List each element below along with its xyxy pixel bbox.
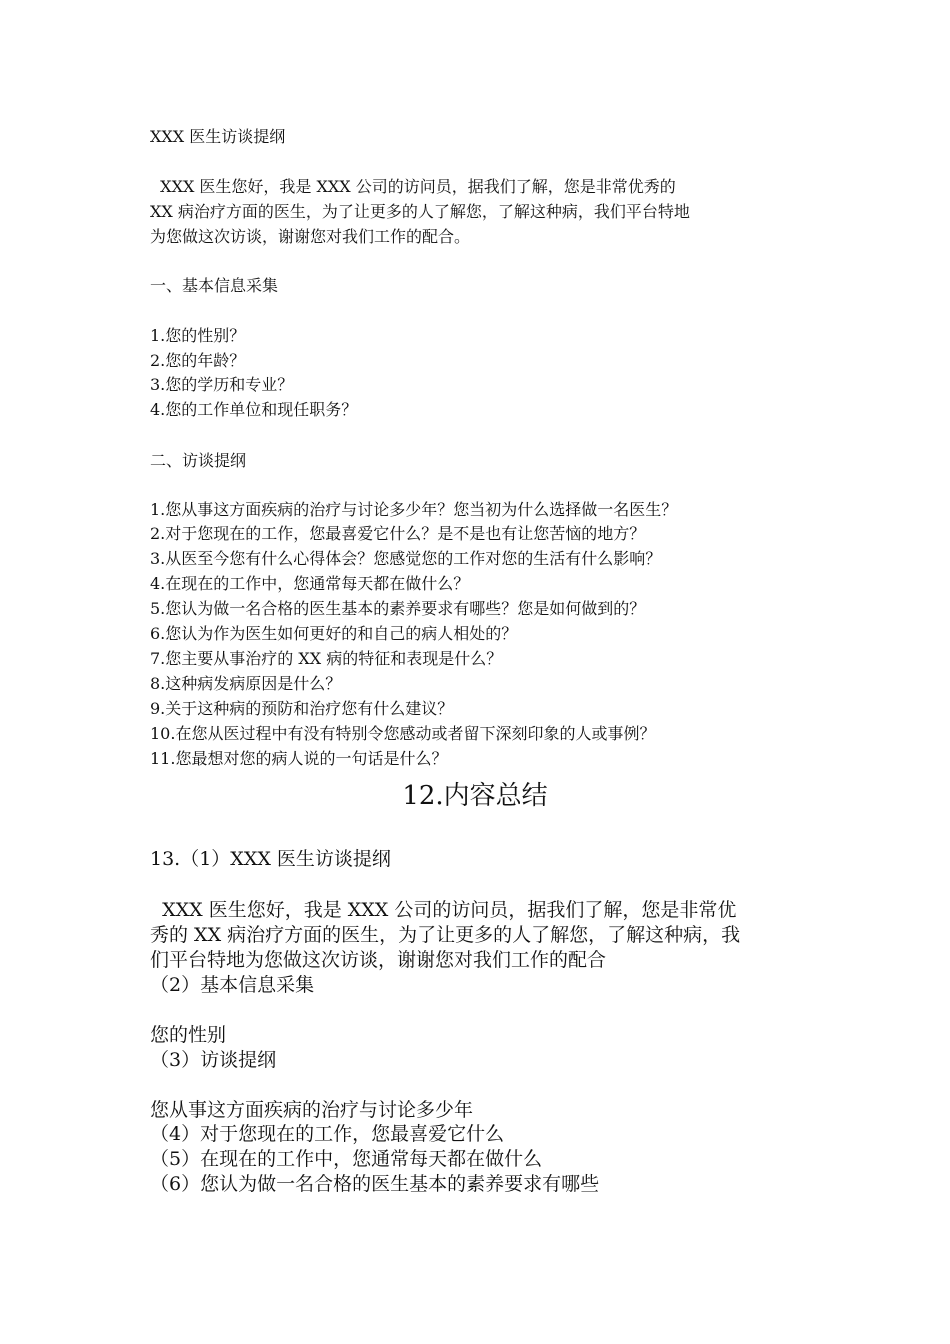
interview-question: 5.您认为做一名合格的医生基本的素养要求有哪些？您是如何做到的？ [150,599,646,618]
doc-title: XXX 医生访谈提纲 [150,127,286,146]
second-intro-line-3: 们平台特地为您做这次访谈，谢谢您对我们工作的配合 [150,949,607,971]
years-line: 您从事这方面疾病的治疗与讨论多少年 [150,1099,474,1121]
section-heading-basic-info: 一、基本信息采集 [150,276,279,295]
item-qualities: （6）您认为做一名合格的医生基本的素养要求有哪些 [150,1173,600,1195]
second-intro-line-1: XXX 医生您好，我是 XXX 公司的访问员，据我们了解，您是非常优 [150,899,737,921]
second-title: 13.（1）XXX 医生访谈提纲 [150,848,391,870]
item-interview-outline: （3）访谈提纲 [150,1049,277,1071]
interview-question: 7.您主要从事治疗的 XX 病的特征和表现是什么？ [150,649,503,668]
gender-line: 您的性别 [150,1024,227,1046]
item-favorite: （4）对于您现在的工作，您最喜爱它什么 [150,1123,505,1145]
second-intro-line-2: 秀的 XX 病治疗方面的医生，为了让更多的人了解您，了解这种病，我 [150,924,741,946]
interview-question: 4.在现在的工作中，您通常每天都在做什么？ [150,574,470,593]
interview-question: 2.对于您现在的工作，您最喜爱它什么？是不是也有让您苦恼的地方？ [150,524,646,543]
interview-question: 10.在您从医过程中有没有特别令您感动或者留下深刻印象的人或事例？ [150,724,656,743]
item-basic-info: （2）基本信息采集 [150,974,315,996]
intro-line-3: 为您做这次访谈，谢谢您对我们工作的配合。 [150,227,471,246]
section-heading-interview: 二、访谈提纲 [150,451,247,470]
interview-question: 6.您认为作为医生如何更好的和自己的病人相处的？ [150,624,518,643]
summary-heading: 12.内容总结 [402,781,548,811]
interview-question: 9.关于这种病的预防和治疗您有什么建议？ [150,699,454,718]
basic-info-item: 2.您的年龄？ [150,351,246,370]
interview-question: 11.您最想对您的病人说的一句话是什么？ [150,749,448,768]
interview-question: 1.您从事这方面疾病的治疗与讨论多少年？您当初为什么选择做一名医生？ [150,500,678,519]
basic-info-item: 4.您的工作单位和现任职务？ [150,400,358,419]
intro-line-1: XXX 医生您好，我是 XXX 公司的访问员，据我们了解，您是非常优秀的 [150,177,676,196]
item-daily-work: （5）在现在的工作中，您通常每天都在做什么 [150,1148,543,1170]
basic-info-item: 3.您的学历和专业？ [150,375,294,394]
interview-question: 3.从医至今您有什么心得体会？您感觉您的工作对您的生活有什么影响？ [150,549,662,568]
intro-line-2: XX 病治疗方面的医生，为了让更多的人了解您，了解这种病，我们平台特地 [150,202,690,221]
basic-info-item: 1.您的性别？ [150,326,246,345]
interview-question: 8.这种病发病原因是什么？ [150,674,342,693]
